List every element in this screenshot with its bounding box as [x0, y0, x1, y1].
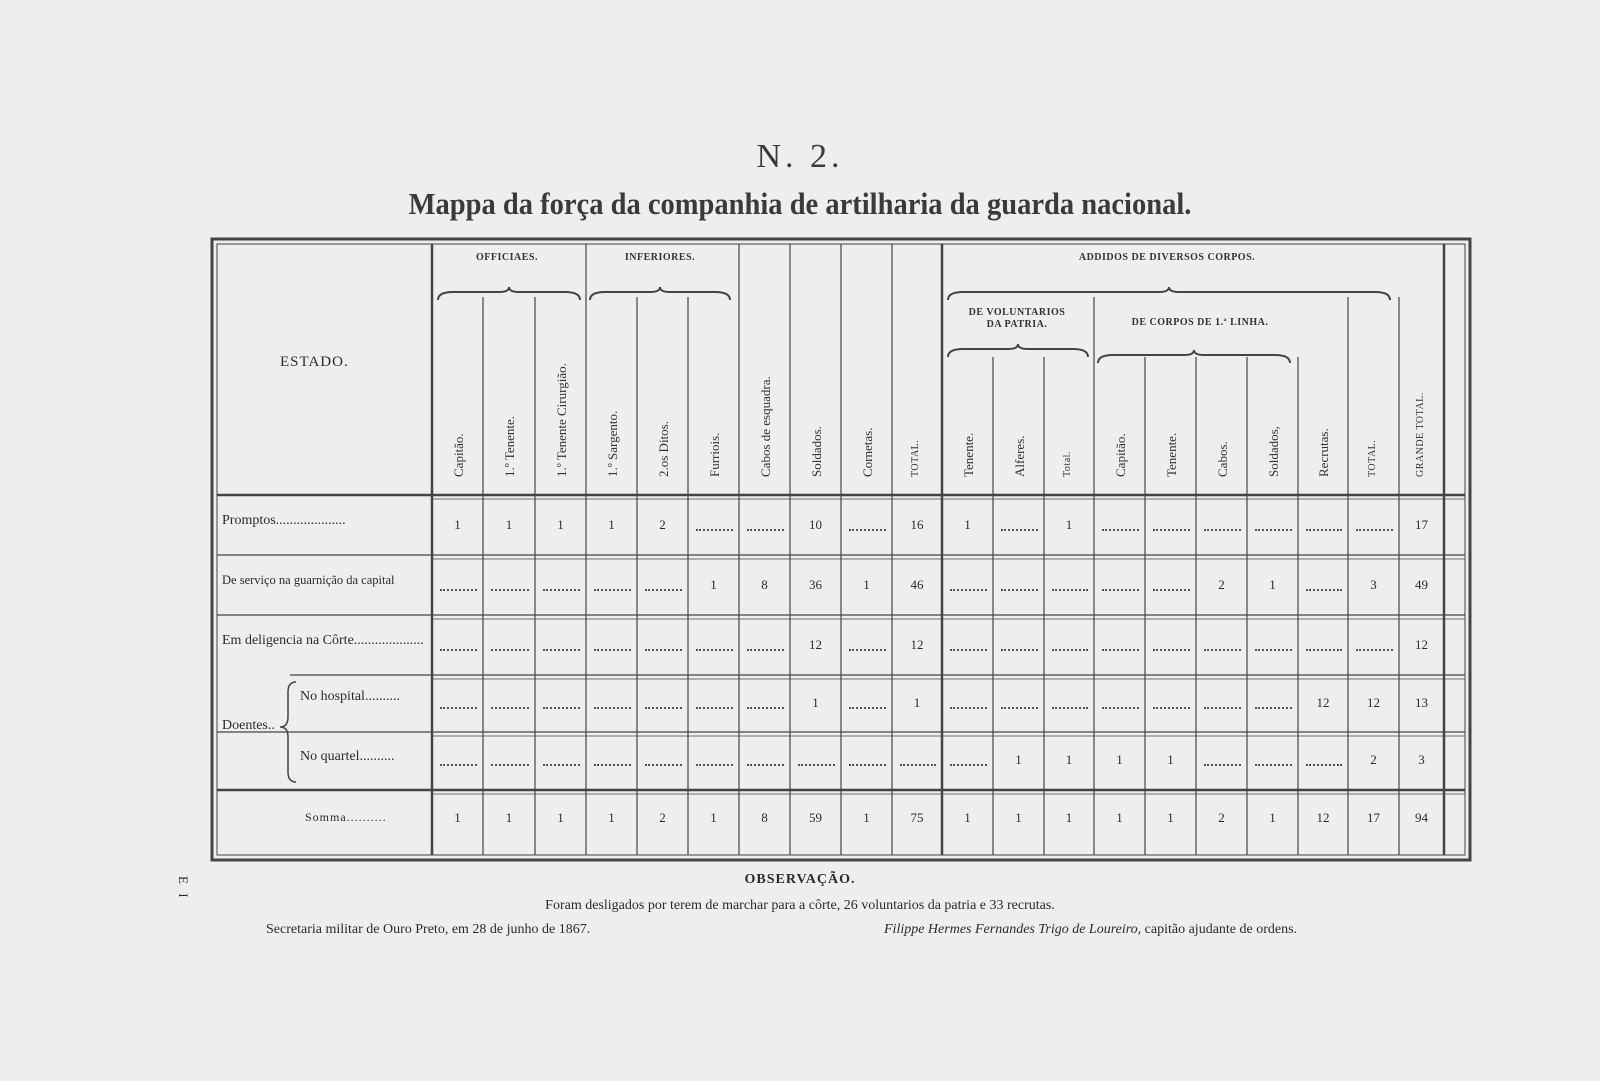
table-cell: 1	[1065, 517, 1073, 532]
empty-dots	[491, 649, 529, 651]
empty-dots	[747, 764, 784, 766]
brace-inferiores	[590, 287, 730, 300]
column-header: Soldados.	[808, 426, 824, 477]
table-cell: 16	[910, 517, 924, 532]
table-cell: 1	[913, 695, 921, 710]
column-header: Capitão.	[450, 433, 466, 477]
empty-dots	[1001, 649, 1038, 651]
empty-dots	[440, 707, 477, 709]
empty-dots	[1153, 529, 1190, 531]
somma-cell: 94	[1415, 810, 1428, 825]
table-cell: 1	[454, 517, 461, 532]
somma-cell: 75	[910, 810, 924, 825]
somma-cell: 1	[964, 810, 971, 825]
empty-dots	[849, 707, 886, 709]
table-cell: 1	[557, 517, 564, 532]
table-cell: 12	[1415, 637, 1428, 652]
empty-dots	[950, 707, 987, 709]
table-cell: 1	[964, 517, 971, 532]
brace-voluntarios	[948, 344, 1088, 357]
somma-cell: 1	[1269, 810, 1276, 825]
row-label: No quartel..........	[300, 749, 395, 764]
empty-dots	[849, 649, 886, 651]
empty-dots	[645, 589, 682, 591]
empty-dots	[491, 589, 529, 591]
column-header: Recrutas.	[1316, 428, 1331, 477]
somma-cell: 12	[1316, 810, 1330, 825]
column-header: TOTAL.	[910, 439, 921, 477]
empty-dots	[543, 589, 580, 591]
empty-dots	[491, 707, 529, 709]
table-cell: 3	[1370, 577, 1377, 592]
table-grid	[210, 237, 1472, 862]
doentes-label: Doentes..	[222, 718, 275, 733]
somma-cell: 1	[1167, 810, 1174, 825]
empty-dots	[645, 707, 682, 709]
row-label: No hospital..........	[300, 689, 400, 704]
document-title: Mappa da força da companhia de artilharia da guarda nacional.	[408, 186, 1192, 221]
empty-dots	[543, 764, 580, 766]
empty-dots	[543, 649, 580, 651]
somma-cell: 2	[659, 810, 666, 825]
group-voluntarios-line2: DA PATRIA.	[986, 319, 1048, 330]
column-header: Total.	[1062, 451, 1073, 477]
table-cell: 49	[1415, 577, 1428, 592]
somma-cell: 1	[454, 810, 461, 825]
empty-dots	[747, 649, 784, 651]
empty-dots	[1153, 649, 1190, 651]
table-cell: 2	[1370, 752, 1377, 767]
table-cell: 46	[910, 577, 924, 592]
somma-cell: 1	[608, 810, 615, 825]
empty-dots	[1204, 764, 1241, 766]
brace-corpos	[1098, 350, 1290, 363]
column-header: Capitão.	[1112, 433, 1128, 477]
empty-dots	[1306, 764, 1342, 766]
table-cell: 13	[1415, 695, 1428, 710]
empty-dots	[1102, 529, 1139, 531]
table-cell: 1	[1167, 752, 1174, 767]
table-cell: 1	[1116, 752, 1123, 767]
empty-dots	[1153, 707, 1190, 709]
empty-dots	[1001, 529, 1038, 531]
empty-dots	[1255, 529, 1292, 531]
empty-dots	[1306, 649, 1342, 651]
empty-dots	[1204, 707, 1241, 709]
table-cell: 12	[910, 637, 924, 652]
table-cell: 1	[863, 577, 870, 592]
table-cell: 12	[1367, 695, 1380, 710]
empty-dots	[594, 589, 631, 591]
empty-dots	[1306, 529, 1342, 531]
table-cell: 12	[809, 637, 822, 652]
empty-dots	[1052, 589, 1088, 591]
table-cell: 1	[505, 517, 513, 532]
empty-dots	[440, 589, 477, 591]
column-header: 2.os Ditos.	[655, 421, 671, 477]
margin-mark: E I	[176, 876, 191, 901]
column-header: Tenente.	[960, 432, 976, 477]
column-header: Cabos de esquadra.	[757, 376, 773, 477]
document-number: N. 2.	[756, 138, 844, 175]
empty-dots	[1306, 589, 1342, 591]
empty-dots	[950, 764, 987, 766]
empty-dots	[1204, 529, 1241, 531]
table-cell: 1	[710, 577, 717, 592]
empty-dots	[849, 529, 886, 531]
column-header: 1.º Tenente.	[502, 415, 517, 477]
empty-dots	[696, 649, 733, 651]
column-header: 1.º Tenente Cirurgião.	[553, 363, 569, 477]
empty-dots	[1153, 589, 1190, 591]
table-cell: 1	[1269, 577, 1276, 592]
group-addidos: ADDIDOS DE DIVERSOS CORPOS.	[1078, 252, 1256, 263]
table-cell: 2	[659, 517, 666, 532]
column-header: TOTAL.	[1366, 439, 1378, 477]
empty-dots	[645, 649, 682, 651]
column-header: 1.º Sargento.	[604, 410, 620, 477]
empty-dots	[1102, 707, 1139, 709]
empty-dots	[1001, 589, 1038, 591]
empty-dots	[849, 764, 886, 766]
column-header: Alferes.	[1011, 435, 1027, 477]
row-label: De serviço na guarnição da capital	[222, 573, 395, 587]
somma-cell: 1	[1065, 810, 1073, 825]
group-officiaes: OFFICIAES.	[476, 252, 538, 263]
column-header: Tenente.	[1163, 432, 1179, 477]
empty-dots	[543, 707, 580, 709]
empty-dots	[1255, 707, 1292, 709]
somma-cell: 1	[557, 810, 564, 825]
column-header: Furriois.	[706, 432, 722, 477]
group-voluntarios-line1: DE VOLUNTARIOS	[968, 307, 1066, 318]
observacao-text: Foram desligados por terem de marchar para a côrte, 26 voluntarios da patria e 33 recrutas.	[545, 898, 1055, 913]
brace-officiaes	[438, 287, 580, 300]
empty-dots	[1255, 764, 1292, 766]
empty-dots	[1255, 649, 1292, 651]
table-cell: 1	[812, 695, 819, 710]
empty-dots	[645, 764, 682, 766]
signature-role: capitão ajudante de ordens.	[1144, 922, 1298, 937]
empty-dots	[1052, 649, 1088, 651]
somma-cell: 59	[809, 810, 822, 825]
group-inferiores: INFERIORES.	[624, 252, 696, 263]
empty-dots	[696, 764, 733, 766]
empty-dots	[440, 764, 477, 766]
somma-cell: 1	[863, 810, 870, 825]
column-header: Cabos.	[1214, 441, 1230, 477]
empty-dots	[747, 707, 784, 709]
empty-dots	[1356, 649, 1393, 651]
secretaria-line: Secretaria militar de Ouro Preto, em 28 de junho de 1867.	[266, 922, 591, 937]
empty-dots	[491, 764, 529, 766]
empty-dots	[594, 707, 631, 709]
group-corpos-linha: DE CORPOS DE 1.ª LINHA.	[1131, 317, 1269, 328]
table-cell: 10	[809, 517, 822, 532]
empty-dots	[594, 764, 631, 766]
table-cell: 1	[1015, 752, 1022, 767]
empty-dots	[1102, 589, 1139, 591]
somma-label: Somma..........	[305, 810, 387, 824]
somma-cell: 1	[1116, 810, 1123, 825]
row-label: Em deligencia na Côrte....................	[222, 633, 424, 648]
empty-dots	[950, 649, 987, 651]
empty-dots	[1356, 529, 1393, 531]
signature-line	[884, 922, 1297, 938]
empty-dots	[594, 649, 631, 651]
somma-cell: 2	[1218, 810, 1225, 825]
somma-cell: 8	[761, 810, 768, 825]
table-cell: 17	[1415, 517, 1428, 532]
force-table	[210, 237, 1472, 862]
observacao-title: OBSERVAÇÃO.	[744, 872, 856, 887]
somma-cell: 1	[710, 810, 717, 825]
empty-dots	[1204, 649, 1241, 651]
somma-cell: 1	[505, 810, 513, 825]
brace-addidos	[948, 287, 1390, 300]
empty-dots	[696, 529, 733, 531]
signature-name: Filippe Hermes Fernandes Trigo de Loureiro,	[884, 922, 1142, 937]
empty-dots	[900, 764, 936, 766]
column-header: GRANDE TOTAL.	[1414, 392, 1426, 477]
table-cell: 3	[1418, 752, 1425, 767]
empty-dots	[696, 707, 733, 709]
table-cell: 36	[809, 577, 822, 592]
somma-cell: 17	[1367, 810, 1380, 825]
table-cell: 1	[608, 517, 615, 532]
table-cell: 8	[761, 577, 768, 592]
empty-dots	[440, 649, 477, 651]
group-voluntarios	[942, 307, 1092, 331]
table-cell: 2	[1218, 577, 1225, 592]
table-cell: 1	[1065, 752, 1073, 767]
estado-header: ESTADO.	[280, 354, 349, 370]
row-label: Promptos....................	[222, 513, 346, 528]
table-cell: 12	[1316, 695, 1330, 710]
empty-dots	[747, 529, 784, 531]
column-header: Soldados,	[1265, 426, 1281, 477]
empty-dots	[950, 589, 987, 591]
somma-cell: 1	[1015, 810, 1022, 825]
empty-dots	[1052, 707, 1088, 709]
column-header: Cornetas.	[859, 427, 875, 477]
empty-dots	[798, 764, 835, 766]
empty-dots	[1001, 707, 1038, 709]
empty-dots	[1102, 649, 1139, 651]
